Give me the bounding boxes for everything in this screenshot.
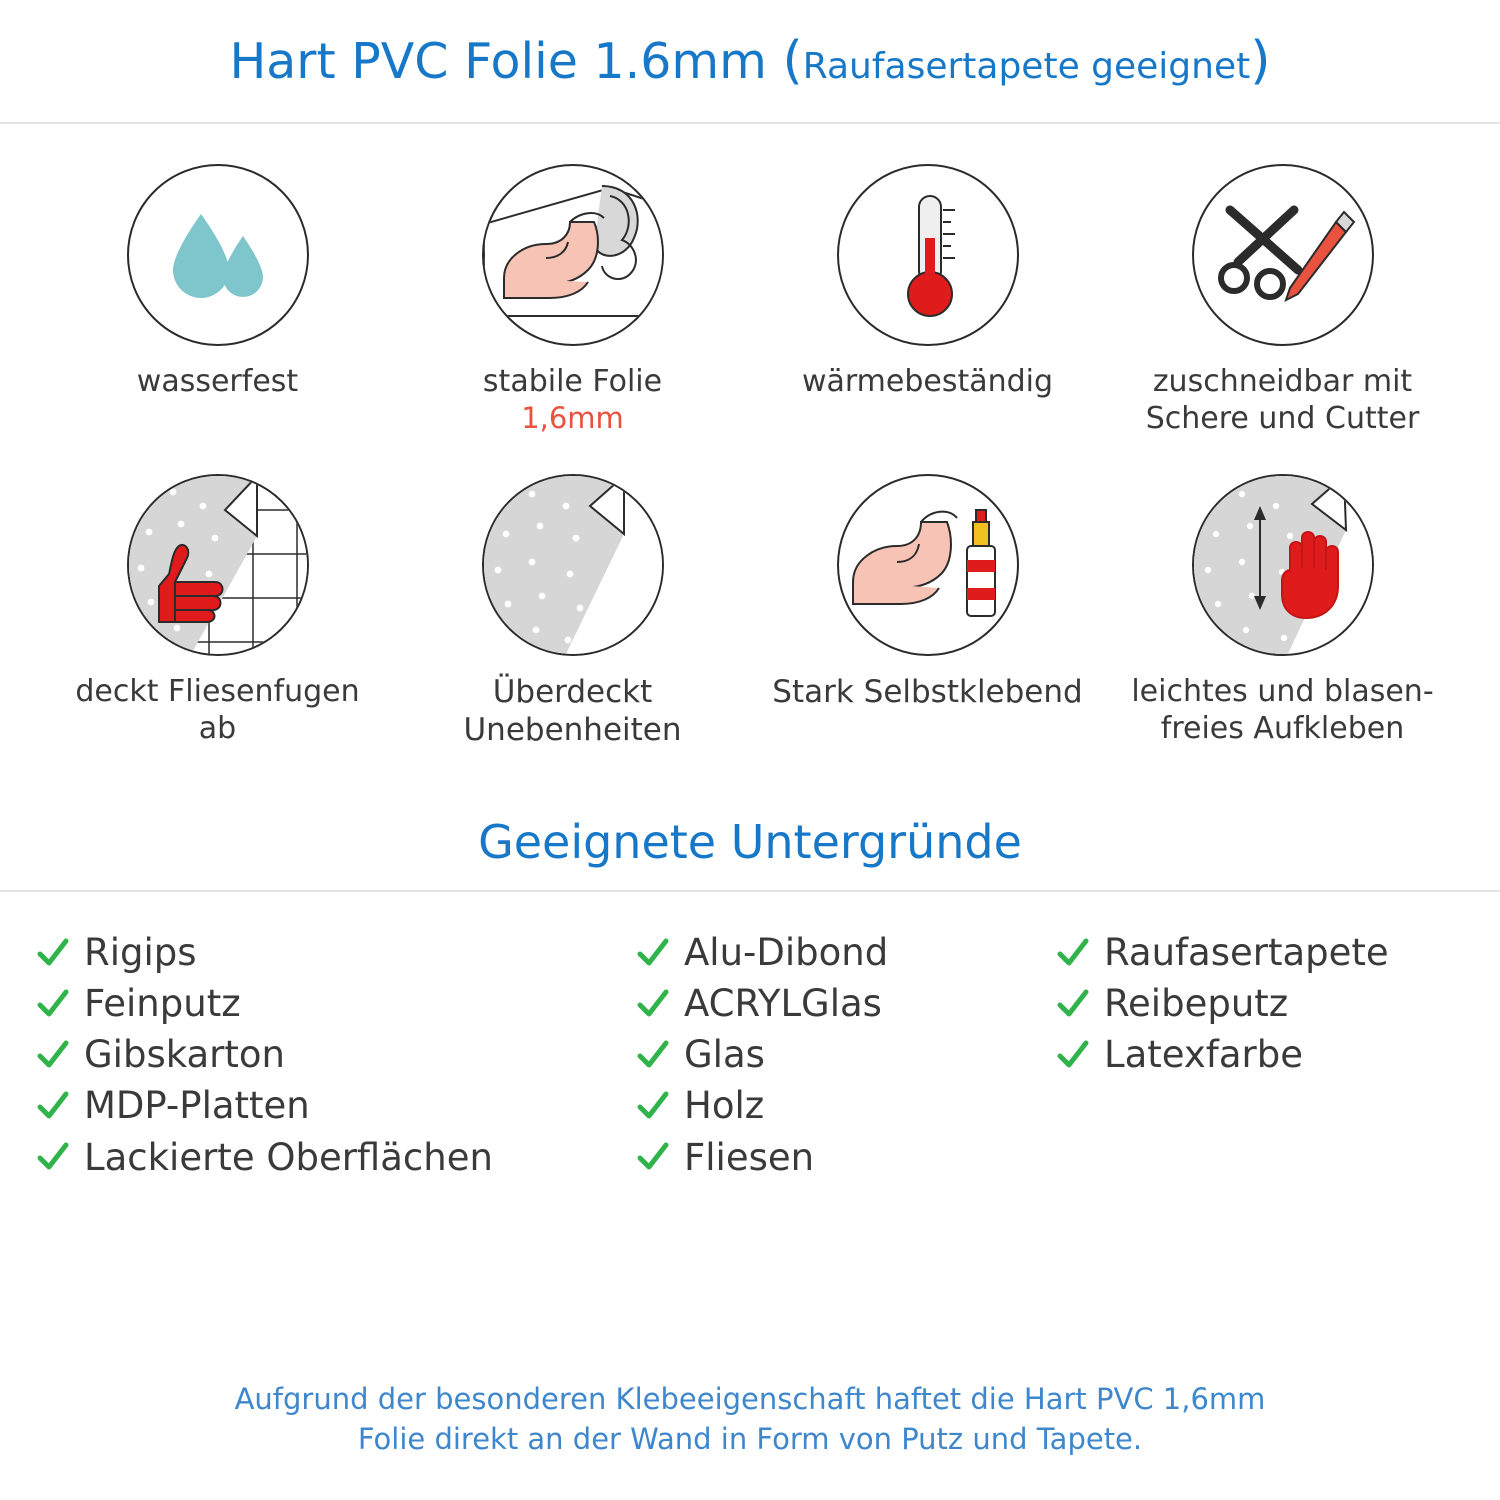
substrate-label: Gibskarton	[84, 1033, 285, 1077]
list-item	[36, 930, 636, 975]
list-item	[1056, 981, 1496, 1026]
feature-label-text: Stark Selbstklebend	[772, 674, 1083, 710]
footer-line-1: Aufgrund der besonderen Klebeeigenschaft haftet die Hart PVC 1,6mm	[234, 1381, 1266, 1416]
substrate-label: Latexfarbe	[1104, 1033, 1303, 1077]
feature-label	[408, 674, 738, 750]
covering-foil-icon	[482, 474, 664, 656]
feature-label-text: Überdeckt Unebenheiten	[463, 674, 682, 748]
feature-item	[395, 474, 750, 784]
section-title: Geeignete Untergründe	[478, 815, 1022, 869]
check-icon	[36, 1089, 70, 1123]
title-main: Hart PVC Folie 1.6mm	[229, 33, 767, 90]
list-item	[36, 1032, 636, 1077]
substrate-label: Glas	[684, 1033, 765, 1077]
list-item	[36, 1135, 636, 1180]
title-sub: Raufasertapete geeignet	[802, 46, 1251, 87]
list-item	[1056, 1032, 1496, 1077]
feature-label-text: wärmebeständig	[801, 364, 1054, 399]
check-icon	[36, 987, 70, 1021]
list-item	[636, 1032, 1056, 1077]
substrate-label: Rigips	[84, 931, 197, 974]
check-icon	[636, 936, 670, 970]
feature-item	[750, 164, 1105, 474]
check-icon	[636, 987, 670, 1021]
feature-item	[1105, 164, 1460, 474]
check-icon	[36, 936, 70, 970]
footer-line-2: Folie direkt an der Wand in Form von Putz und Tapete.	[357, 1422, 1143, 1457]
substrate-label: MDP-Platten	[84, 1084, 310, 1128]
substrate-label: Holz	[684, 1084, 765, 1128]
feature-sublabel: 1,6mm	[521, 400, 624, 435]
check-icon	[1056, 936, 1090, 970]
substrate-column-1	[36, 930, 636, 1180]
list-item	[1056, 930, 1496, 975]
thumbs-up-tile-icon	[127, 474, 309, 656]
check-icon	[1056, 987, 1090, 1021]
substrate-column-3	[1056, 930, 1496, 1180]
substrate-label: Raufasertapete	[1104, 931, 1389, 974]
list-item	[636, 930, 1056, 975]
scissors-cutter-icon	[1192, 164, 1374, 346]
check-icon	[36, 1038, 70, 1072]
feature-label	[772, 674, 1082, 712]
feature-label	[483, 364, 662, 436]
feature-label	[137, 364, 298, 401]
arm-glue-icon	[837, 474, 1019, 656]
header	[0, 0, 1500, 124]
title-paren-close: )	[1250, 31, 1271, 91]
check-icon	[36, 1140, 70, 1174]
feature-item	[40, 474, 395, 784]
strong-film-arm-icon	[482, 164, 664, 346]
feature-item	[395, 164, 750, 474]
feature-item	[40, 164, 395, 474]
list-item	[636, 1083, 1056, 1128]
feature-label	[1118, 674, 1448, 747]
title-paren-open: (	[782, 31, 803, 91]
feature-label	[53, 674, 383, 747]
check-icon	[636, 1140, 670, 1174]
check-icon	[636, 1089, 670, 1123]
feature-item	[750, 474, 1105, 784]
water-drops-icon	[127, 164, 309, 346]
substrate-list	[0, 892, 1500, 1180]
feature-label-text: wasserfest	[136, 364, 299, 399]
feature-label	[1118, 364, 1448, 437]
check-icon	[1056, 1038, 1090, 1072]
footer-note	[0, 1379, 1500, 1460]
feature-label-text: leichtes und blasen- freies Aufkleben	[1131, 674, 1434, 746]
list-item	[36, 981, 636, 1026]
substrate-label: Feinputz	[84, 982, 241, 1026]
substrate-label: ACRYLGlas	[684, 982, 882, 1026]
substrate-label: Fliesen	[684, 1135, 815, 1179]
list-item	[36, 1083, 636, 1128]
feature-grid	[0, 124, 1500, 784]
feature-label-text: zuschneidbar mit Schere und Cutter	[1145, 364, 1420, 436]
hand-bubble-free-icon	[1192, 474, 1374, 656]
feature-label	[802, 364, 1053, 401]
substrate-column-2	[636, 930, 1056, 1180]
substrate-label: Lackierte Oberflächen	[84, 1135, 493, 1179]
check-icon	[636, 1038, 670, 1072]
section-header	[0, 794, 1500, 892]
substrate-label: Reibeputz	[1104, 982, 1289, 1026]
page-title	[229, 31, 1270, 91]
substrate-label: Alu-Dibond	[684, 931, 889, 974]
feature-label-text: deckt Fliesenfugen ab	[75, 674, 360, 746]
list-item	[636, 981, 1056, 1026]
feature-item	[1105, 474, 1460, 784]
feature-label-text: stabile Folie	[482, 364, 663, 399]
thermometer-icon	[837, 164, 1019, 346]
list-item	[636, 1135, 1056, 1180]
